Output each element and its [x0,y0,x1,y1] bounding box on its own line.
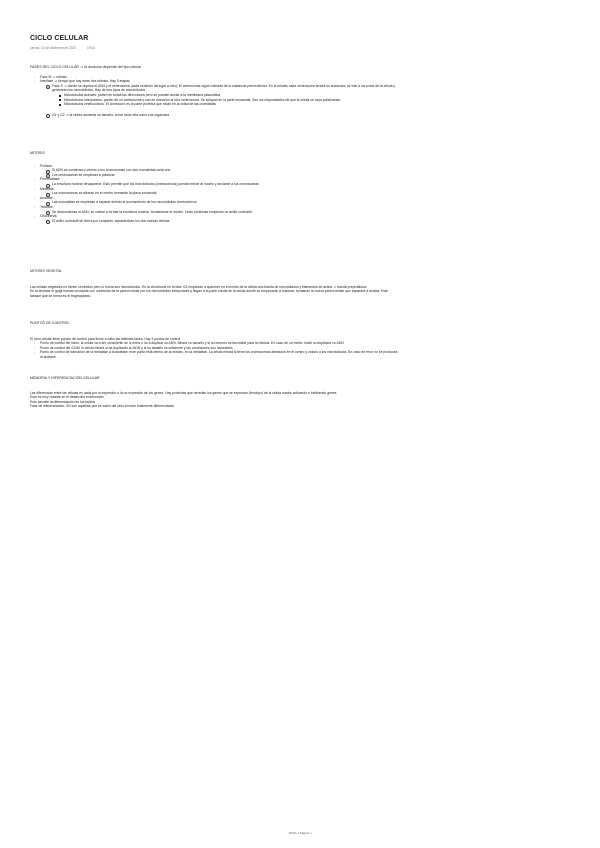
paragraph: El ciclo celular tiene puntos de control para llevar a cabo las distintas fases. Hay 3 puntos de control [30,336,181,341]
list-item: - Punto de control del G2/M: la célula mirará si ha duplicado su ADN y si su tamaño es suficiente y las condiciones son favorables [30,346,570,351]
list-item: G1 y G2 -> la célula aumenta su tamaño, crece tanto ella como sus orgánulos [30,113,570,118]
paragraph: Las diferencias entre las células es dada por la expresión o la no expresión de los genes. Hay proteínas que heredan los genes que se expresan (fenotipo) de la célula madre activando e inhibiendo genes [30,390,337,395]
page-footer: TEMA 1 Página 1 [288,831,312,835]
list-item: Fase S -> donde se duplica el ADN y el centrosoma (cada centriolo da lugar a otro). El centrosoma sigue rodeada de la sustancia pericentriolar. En la mitosis cada centrosoma tendrá su sustancia, se irán a los polos de la célula y [30,84,570,89]
list-item: El anillo contráctil se cierra por completo, separándose los dos nuevas células [30,219,570,224]
list-item: Microtúbulos interpolares: parten de un centrosoma y van en dirección al otro centrosoma. Se solapan en la parte ecuatorial. Son los responsables de que la célula se vaya polarizando [30,98,570,103]
list-item: La envoltura nuclear desaparece. Esto permite que los microtúbulos (cinetocóricos) puedan entrar al núcleo y anclarse a los cromosomas [30,182,570,187]
list-item: - Metafase: [30,187,570,192]
list-item-continuation: la anafase [40,354,56,359]
list-item: - Anafase: [30,196,570,201]
list-item: - Interfase -> tiempo que hay entre dos mitosis. Hay 3 etapas [30,79,570,84]
note-time: 19:43 [86,46,95,50]
section-mitosis [30,151,570,223]
paragraph: Fase de diferenciación: G0 son aquellas que se salen del ciclo al estar totalmente diferenciadas [30,404,174,409]
list-item: Microtúbulos cinetocóricos: El cinetocoro es la parte proteica que están en la mitad de las cromátidas [30,102,570,107]
section-heading: MITOSIS VEGETAL [30,269,63,273]
note-date: jueves, 14 de diciembre de 2023 [30,46,77,50]
paragraph: En la telofase el golgi manda vesículas con contenido de la pared celular por los microtúbulos interpolares y llegan a la parte media de la célula donde se empezarán a fusionar, formando la nueva pared celular que separará a ambas. Este [30,289,388,294]
list-item: - Profase: [30,164,570,169]
list-item: - Punto de control del inicio: la célula va a ser consciente de si entra o no a duplicar su ADN. Mirará su tamaño y si su entorno es favorable para la mitosis. En caso de un medio hostil no duplicará su ADN [30,341,570,346]
list-item: Las cromátidas se empiezan a separar debido al acortamiento de los microtúbulos cinetocóricos [30,200,570,205]
section-heading: MEMORIA Y DIFERENCIACIÓN CELULAR [30,376,100,380]
list-item: Los centrosomas se empiezan a polarizar [30,173,570,178]
list-item: - Citocinesis: [30,214,570,219]
list-item: El ADN se condensa y vemos a los cromosomas con dos cromátidas cada uno [30,168,570,173]
section-heading: MITOSIS [30,151,45,155]
section-heading: FASES DEL CICLO CELULAR -> la duración depende del tipo celular [30,65,142,69]
paragraph: Esto permite la diferenciación de los tejidos [30,399,96,404]
paragraph: tabique que se forma es el fragmoplasto [30,293,91,298]
section-puntos-control [30,321,570,360]
note-meta [30,46,105,50]
section-fases [30,65,570,117]
mitosis-list [30,164,570,224]
list-item: Los cromosomas se alinean en el centro formando la placa ecuatorial [30,191,570,196]
control-list [30,341,570,359]
list-item: - Telofase: [30,205,570,210]
list-item: - Punto de control de transición de la metafase a la anafase: este punto está dentro de la mitosis, en la metafase. La célula mirará si tiene los cromosomas alineados en el centro y unidos a los microtúbulos. En caso de error no se producirá [30,350,570,355]
list-item-continuation: generarán los microtúbulos. Hay de tres tipos de microtúbulos [52,88,146,93]
list-item: - Fase M -> mitosis [30,75,570,80]
list-item: - Prometafase: [30,177,570,182]
list-item: Microtúbulos astrales: parten en todas las direcciones pero se pueden anclar a la membrana plasmática [30,93,570,98]
paragraph: Esto es muy notable en el desarrollo embrionario [30,395,104,400]
section-mitosis-vegetal [30,269,570,298]
paragraph: Las células vegetales no tienen centriolos pero sí forma sus microtúbulos. En la citocinesis en la fase G2 empiezan a aparecer en el medio de la célula una banda de microtúbulos y filamentos de actina -> banda preprofásica. [30,284,368,289]
fases-list [30,75,570,118]
page-title: CICLO CELULAR [30,35,89,42]
section-memoria [30,376,570,409]
list-item: Se descondensa el ADN, se vuelve a formar la envoltura nuclear, formándose el núcleo. Unas proteínas empiezan un anillo contráctil [30,210,570,215]
section-heading: PUNTOS DE CONTROL [30,321,70,325]
